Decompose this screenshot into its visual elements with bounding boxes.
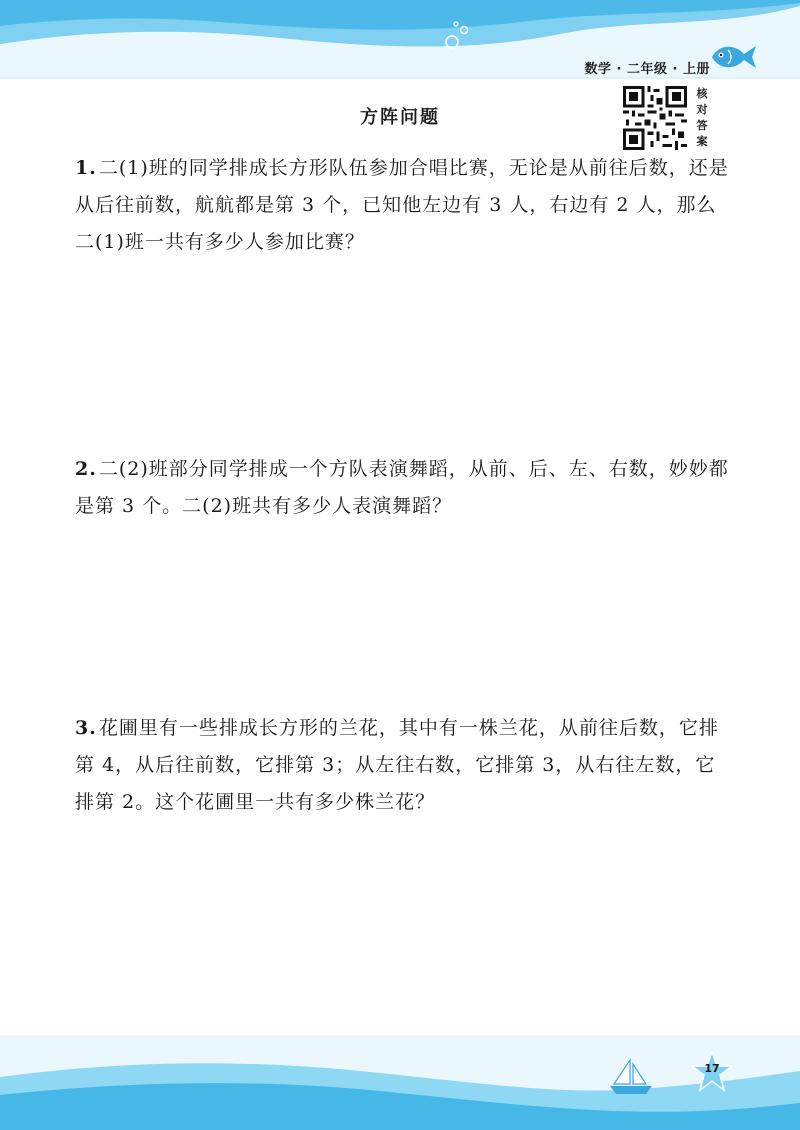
question-3 <box>75 710 735 821</box>
fish-icon <box>708 40 758 74</box>
question-number: 3. <box>75 717 97 739</box>
question-text: 花圃里有一些排成长方形的兰花，其中有一株兰花，从前往后数，它排第 4，从后往前数，它排第 3；从左往右数，它排第 3，从右往左数，它排第 2。这个花圃里一共有多少株兰花？ <box>75 717 719 813</box>
question-number: 1. <box>75 157 97 179</box>
page-number: 17 <box>704 1062 720 1075</box>
qr-caption: 核对答案 <box>696 87 708 148</box>
book-label: 数学 · 二年级 · 上册 <box>584 62 710 77</box>
qr-code[interactable] <box>623 86 687 150</box>
page-title: 方阵问题 <box>360 107 440 128</box>
question-1 <box>75 150 735 261</box>
question-text: 二(2)班部分同学排成一个方队表演舞蹈，从前、后、左、右数，妙妙都是第 3 个。二(2)班共有多少人表演舞蹈？ <box>75 458 729 517</box>
footer-wave-decoration <box>0 1015 800 1130</box>
question-2 <box>75 451 735 525</box>
question-number: 2. <box>75 458 97 480</box>
bubbles-icon <box>442 18 472 52</box>
question-text: 二(1)班的同学排成长方形队伍参加合唱比赛，无论是从前往后数，还是从后往前数，航航都是第 3 个，已知他左边有 3 人，右边有 2 人，那么二(1)班一共有多少人参加比赛？ <box>75 157 729 253</box>
sailboat-icon <box>606 1058 656 1098</box>
